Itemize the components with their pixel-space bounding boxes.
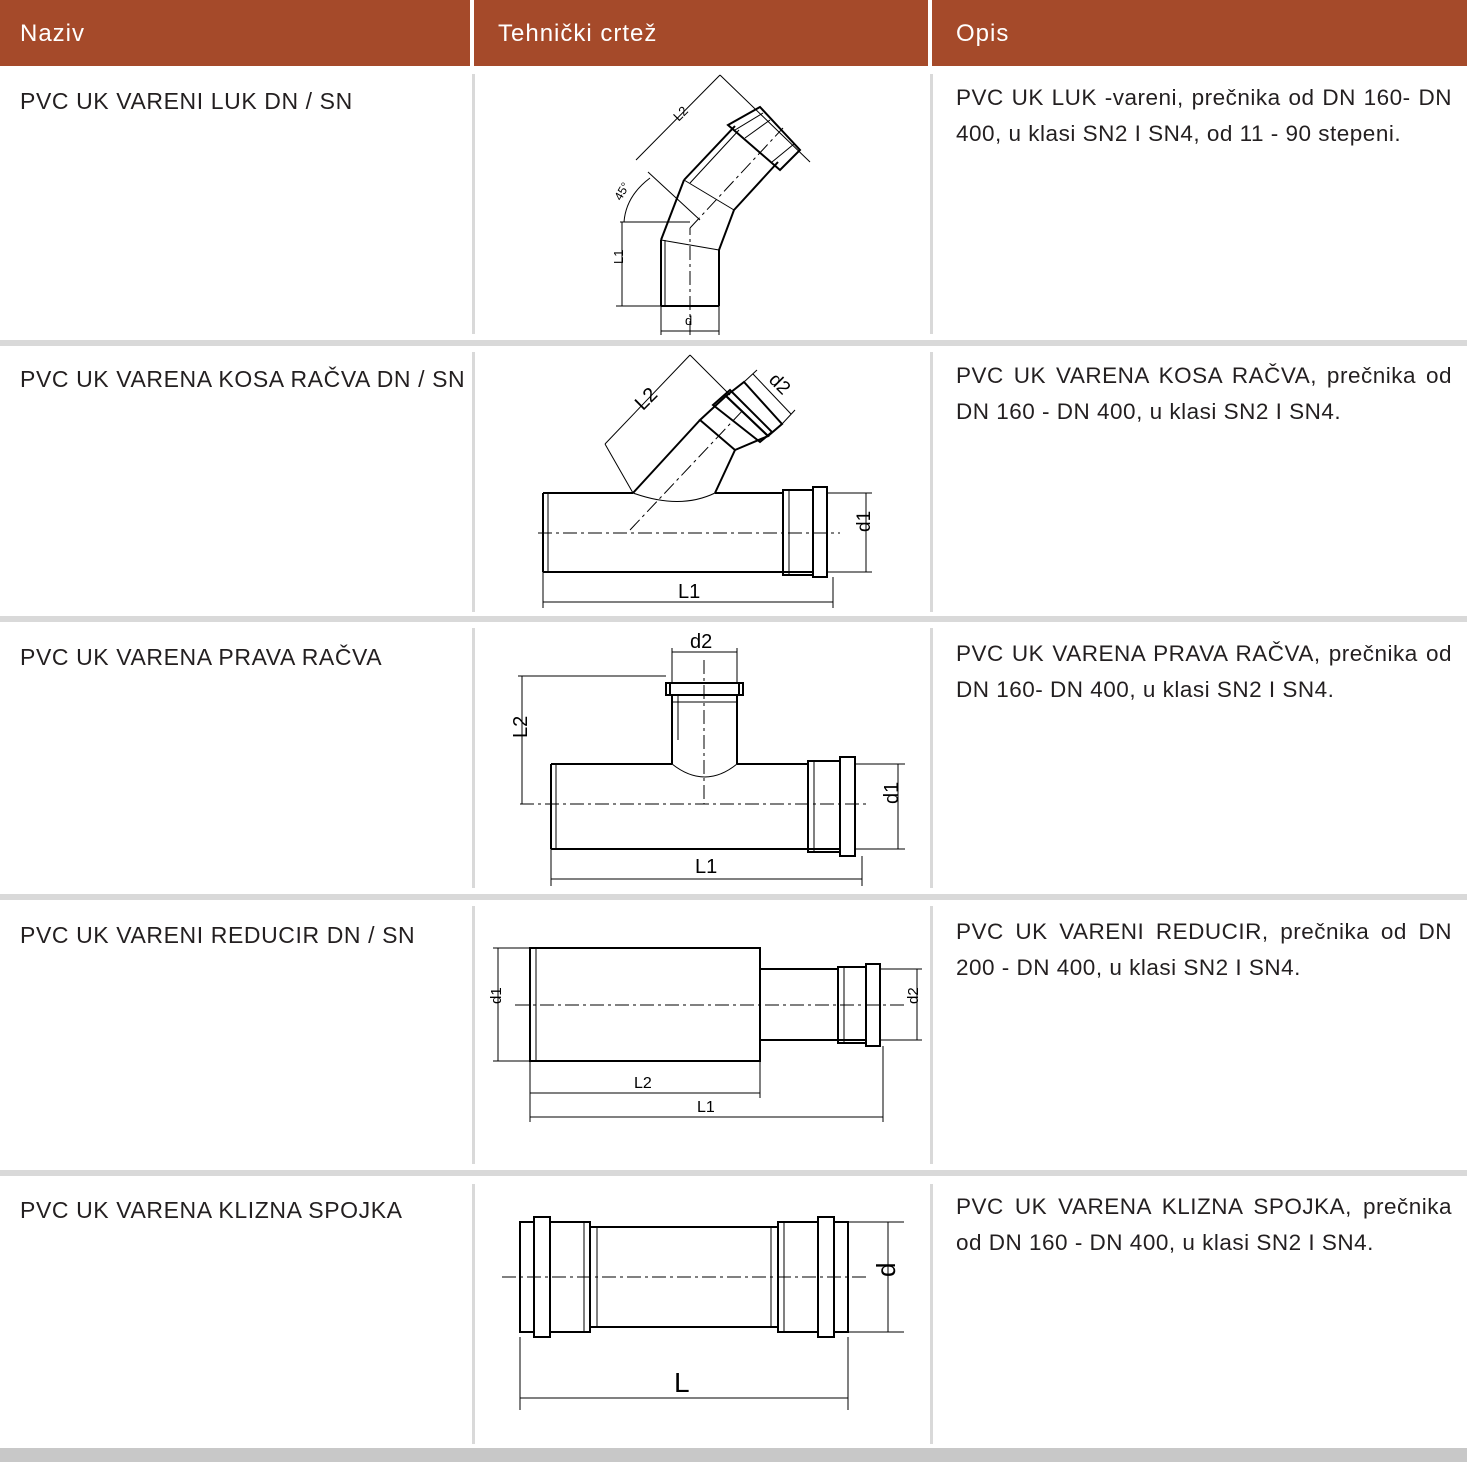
dim-label: d1: [854, 510, 875, 532]
header-opis: Opis: [956, 20, 1010, 47]
dim-label: d2: [690, 631, 713, 653]
dim-label: L1: [611, 249, 626, 264]
dim-label: d: [871, 1262, 901, 1277]
row-name: PVC UK VARENA KLIZNA SPOJKA: [20, 1197, 403, 1223]
row-description: PVC UK VARENA PRAVA RAČVA, prečnika od DN 160- DN 400, u klasi SN2 I SN4.: [956, 641, 1452, 702]
dim-label: d1: [881, 781, 903, 804]
row-name: PVC UK VARENI REDUCIR DN / SN: [20, 922, 416, 948]
header-tehnicki-crtez: Tehnički crtež: [498, 20, 658, 47]
dim-label: d1: [488, 987, 505, 1004]
row-description: PVC UK VARENI REDUCIR, prečnika od DN 200 - DN 400, u klasi SN2 I SN4.: [956, 919, 1452, 980]
row-name: PVC UK VARENA PRAVA RAČVA: [20, 644, 383, 670]
row-description: PVC UK VARENA KLIZNA SPOJKA, prečnika od DN 160 - DN 400, u klasi SN2 I SN4.: [956, 1194, 1452, 1255]
dim-label: L: [674, 1367, 690, 1398]
dim-label: d2: [764, 369, 795, 400]
dim-label: d: [685, 313, 693, 328]
row-description: PVC UK VARENA KOSA RAČVA, prečnika od DN 160 - DN 400, u klasi SN2 I SN4.: [956, 363, 1452, 424]
dim-label: L1: [697, 1099, 715, 1116]
dim-label: L2: [634, 1075, 652, 1092]
row-description: PVC UK LUK -vareni, prečnika od DN 160- DN 400, u klasi SN2 I SN4, od 11 - 90 stepeni.: [956, 85, 1452, 146]
row-name: PVC UK VARENI LUK DN / SN: [20, 88, 353, 114]
dim-label: L2: [510, 715, 532, 738]
dim-label: L2: [670, 103, 691, 125]
row-name: PVC UK VARENA KOSA RAČVA DN / SN: [20, 366, 466, 392]
dim-label: 45°: [611, 179, 633, 203]
dim-label: L1: [695, 856, 718, 878]
dim-label: d2: [905, 987, 922, 1004]
header-naziv: Naziv: [20, 20, 86, 47]
dim-label: L2: [630, 383, 663, 415]
dim-label: L1: [678, 581, 701, 603]
